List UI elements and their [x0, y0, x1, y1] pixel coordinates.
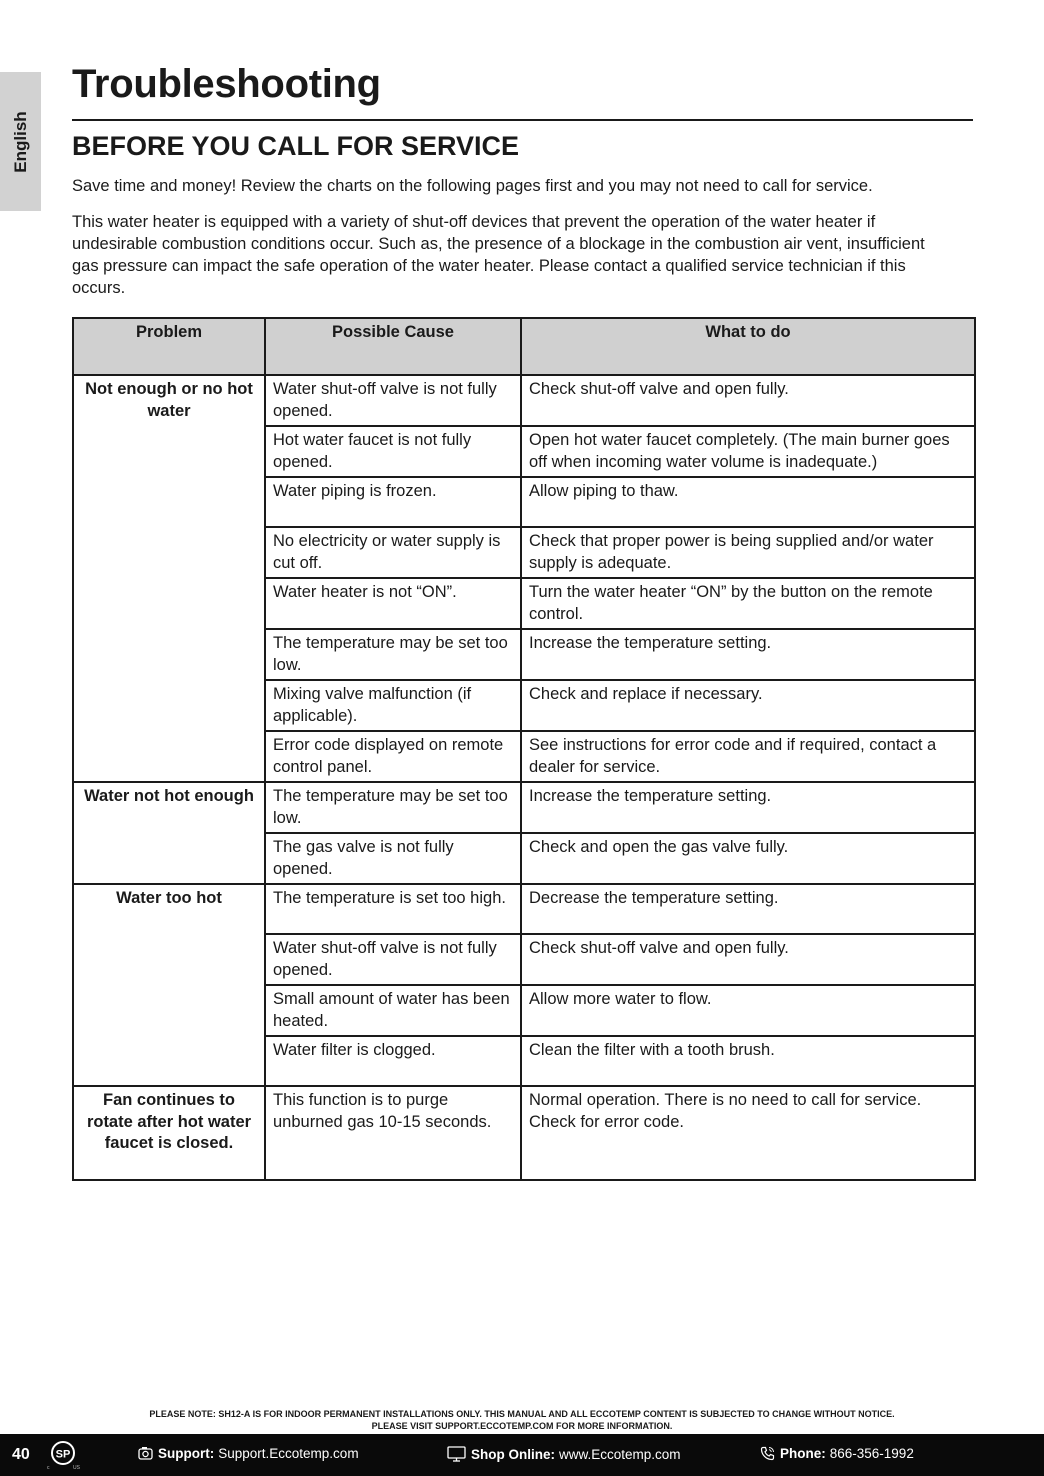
- footer-support: [138, 1446, 359, 1461]
- language-tab-label: English: [10, 110, 30, 173]
- body-paragraph: This water heater is equipped with a variety of shut-off devices that prevent the operation of the water heater if undesirable combustion conditions occur. Such as, the presence of a blockage in the combustion air vent, insufficient gas pressure can impact the safe operation of the water heater. Please contact a qualified service technician if this occurs.: [72, 213, 925, 297]
- cert-logo-right: US: [73, 1465, 80, 1471]
- action-cell: Turn the water heater “ON” by the button on the remote control.: [521, 578, 975, 629]
- header-possible-cause: Possible Cause: [265, 318, 521, 375]
- table-row: [73, 884, 975, 934]
- action-cell: Clean the filter with a tooth brush.: [521, 1036, 975, 1086]
- csa-certification-logo-icon: [46, 1439, 82, 1471]
- monitor-icon: [447, 1446, 466, 1462]
- action-cell: Open hot water faucet completely. (The main burner goes off when incoming water volume is inadequate.): [521, 426, 975, 477]
- footer-shop: [447, 1446, 681, 1462]
- cause-cell: Small amount of water has been heated.: [265, 985, 521, 1036]
- intro-paragraph: Save time and money! Review the charts on the following pages first and you may not need to call for service.: [72, 177, 873, 195]
- action-cell: Check and open the gas valve fully.: [521, 833, 975, 884]
- troubleshooting-table: [72, 317, 976, 1181]
- page-title: Troubleshooting: [72, 62, 381, 106]
- action-cell: Increase the temperature setting.: [521, 782, 975, 833]
- support-icon: [138, 1446, 153, 1461]
- cert-logo-left: c: [47, 1465, 50, 1471]
- action-cell: Increase the temperature setting.: [521, 629, 975, 680]
- action-cell: Allow more water to flow.: [521, 985, 975, 1036]
- footer-note-line-1: PLEASE NOTE: SH12-A IS FOR INDOOR PERMANENT INSTALLATIONS ONLY. THIS MANUAL AND ALL ECCOTEMP CONTENT IS SUBJECTED TO CHANGE WITHOUT NOTICE.: [149, 1409, 895, 1419]
- cause-cell: The temperature may be set too low.: [265, 782, 521, 833]
- cause-cell: Water piping is frozen.: [265, 477, 521, 527]
- problem-cell: Not enough or no hot water: [73, 375, 265, 782]
- action-cell: Check shut-off valve and open fully.: [521, 375, 975, 426]
- action-cell: Decrease the temperature setting.: [521, 884, 975, 934]
- title-divider: [72, 119, 973, 121]
- header-problem: Problem: [73, 318, 265, 375]
- phone-label: Phone:: [780, 1446, 826, 1461]
- cause-cell: The gas valve is not fully opened.: [265, 833, 521, 884]
- section-title: BEFORE YOU CALL FOR SERVICE: [72, 131, 520, 161]
- action-cell: Check and replace if necessary.: [521, 680, 975, 731]
- cause-cell: Error code displayed on remote control panel.: [265, 731, 521, 782]
- problem-cell: Fan continues to rotate after hot water faucet is closed.: [73, 1086, 265, 1180]
- page-number: 40: [12, 1446, 30, 1463]
- action-cell: See instructions for error code and if required, contact a dealer for service.: [521, 731, 975, 782]
- cause-cell: Water shut-off valve is not fully opened.: [265, 375, 521, 426]
- shop-link[interactable]: www.Eccotemp.com: [559, 1446, 681, 1462]
- cause-cell: Mixing valve malfunction (if applicable).: [265, 680, 521, 731]
- cert-logo-mark: SP: [55, 1448, 71, 1461]
- phone-number[interactable]: 866-356-1992: [829, 1446, 914, 1461]
- cause-cell: Water filter is clogged.: [265, 1036, 521, 1086]
- problem-cell: Water not hot enough: [73, 782, 265, 884]
- shop-label: Shop Online:: [471, 1446, 555, 1462]
- action-cell: Check that proper power is being supplied and/or water supply is adequate.: [521, 527, 975, 578]
- footer-note-line-2: PLEASE VISIT SUPPORT.ECCOTEMP.COM FOR MORE INFORMATION.: [371, 1421, 673, 1431]
- cause-cell: The temperature is set too high.: [265, 884, 521, 934]
- support-link[interactable]: Support.Eccotemp.com: [218, 1446, 359, 1461]
- action-cell: Check shut-off valve and open fully.: [521, 934, 975, 985]
- table-row: [73, 1086, 975, 1180]
- action-cell: Allow piping to thaw.: [521, 477, 975, 527]
- language-tab: [0, 72, 41, 211]
- cause-cell: No electricity or water supply is cut off.: [265, 527, 521, 578]
- table-header-row: [73, 318, 975, 375]
- problem-cell: Water too hot: [73, 884, 265, 1086]
- cause-cell: This function is to purge unburned gas 10-15 seconds.: [265, 1086, 521, 1180]
- cause-cell: Water heater is not “ON”.: [265, 578, 521, 629]
- table-row: [73, 782, 975, 833]
- support-label: Support:: [158, 1446, 215, 1461]
- phone-icon: [760, 1446, 775, 1461]
- cause-cell: Water shut-off valve is not fully opened.: [265, 934, 521, 985]
- action-cell: Normal operation. There is no need to call for service. Check for error code.: [521, 1086, 975, 1180]
- footer-bar: [0, 1434, 1044, 1476]
- cause-cell: The temperature may be set too low.: [265, 629, 521, 680]
- footer-phone: [760, 1446, 914, 1461]
- header-what-to-do: What to do: [521, 318, 975, 375]
- footer-note: [72, 1408, 972, 1432]
- table-row: [73, 375, 975, 426]
- cause-cell: Hot water faucet is not fully opened.: [265, 426, 521, 477]
